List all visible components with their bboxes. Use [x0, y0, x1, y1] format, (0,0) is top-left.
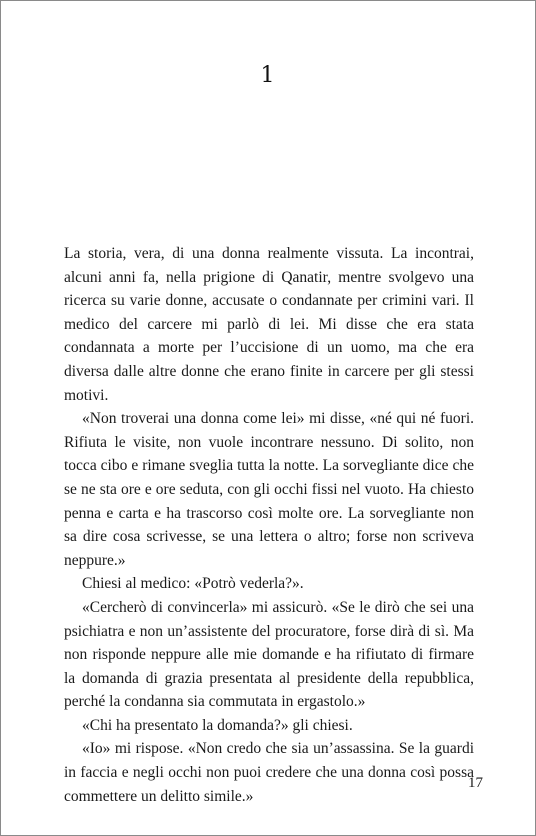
page-number: 17 — [468, 775, 483, 791]
paragraph: Chiesi al medico: «Potrò vederla?». — [82, 575, 304, 593]
paragraph: «Io» mi rispose. «Non credo che sia un’assassina. Se la guardi in faccia e negli occhi non puoi credere che una donna così possa commettere un delitto simile.» — [64, 740, 474, 805]
paragraph: «Chi ha presentato la domanda?» gli chiesi. — [82, 716, 353, 734]
paragraph: «Cercherò di convincerla» mi assicurò. «Se le dirò che sei una psichiatra e non un’assistente del procuratore, forse dirà di sì. Ma non risponde neppure alle mie domande e ha rifiutato di firmare la domanda di grazia presentata al presidente della repubblica, perché la condanna sia commutata in ergastolo.» — [64, 598, 474, 711]
paragraph: «Non troverai una donna come lei» mi disse, «né qui né fuori. Rifiuta le visite, non vuole incontrare nessuno. Di solito, non tocca cibo e rimane sveglia tutta la notte. La sorvegliante dice che se ne sta ore e ore seduta, con gli occhi fissi nel vuoto. Ha chiesto penna e carta e ha trascorso così molte ore. La sorvegliante non sa dire cosa scrivesse, se una lettera o altro; forse non scriveva neppure.» — [64, 410, 474, 569]
paragraph: La storia, vera, di una donna realmente vissuta. La incontrai, alcuni anni fa, nella prigione di Qanatir, mentre svolgevo una ricerca su varie donne, accusate o condannate per crimini vari. Il medico del carcere mi parlò di lei. Mi disse che era stata condannata a morte per l’uccisione di un uomo, ma che era diversa dalle altre donne che erano finite in carcere per gli stessi motivi. — [64, 245, 474, 404]
chapter-number: 1 — [260, 63, 276, 88]
body-text — [64, 242, 474, 808]
